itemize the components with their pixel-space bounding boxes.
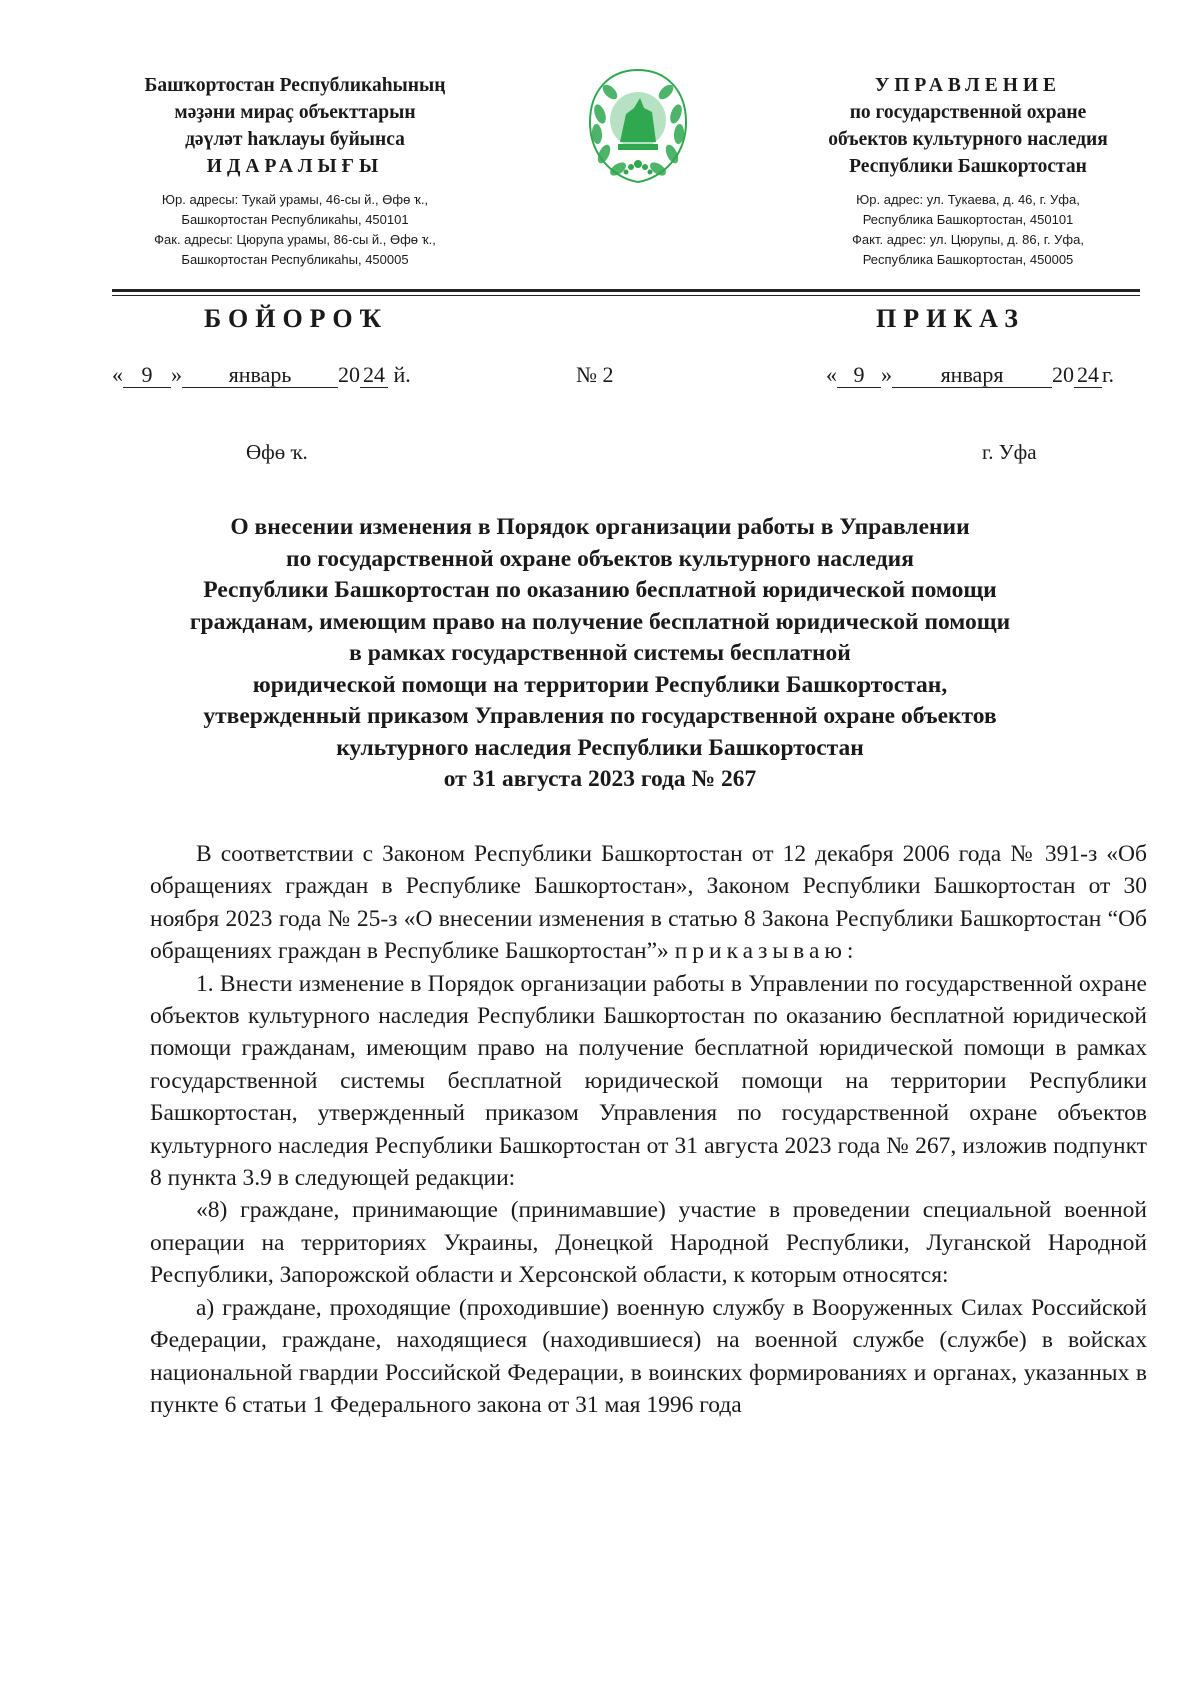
- header-divider-thick: [112, 289, 1140, 292]
- org-name-russian-line-3: объектов культурного наследия: [828, 129, 1108, 150]
- org-name-bashkir-line-1: Башҡортостан Республикаһының: [144, 75, 446, 96]
- header-right: [778, 72, 1158, 270]
- heading-line: гражданам, имеющим право на получение бесплатной юридической помощи: [189, 608, 1011, 635]
- date-quote-close: »: [881, 362, 892, 387]
- date-year-suffix: 24: [1074, 363, 1102, 388]
- doc-type-russian: ПРИКАЗ: [876, 304, 1026, 333]
- paragraph-subitem-8: «8) граждане, принимающие (принимавшие) участие в проведении специальной военной операции на территориях Украины, Донецкой Народной Республики, Луганской Народной Республики, Запорожской области и Херсонской области, к которым относятся:: [150, 1197, 1147, 1289]
- order-number: № 2: [576, 362, 614, 387]
- date-month: января: [892, 363, 1052, 388]
- address-bashkir-line-2: Башкортостан Республикаһы, 450101: [181, 212, 409, 227]
- date-quote-open: «: [826, 362, 837, 387]
- address-russian-line-4: Республика Башкортостан, 450005: [862, 252, 1074, 267]
- heading-line: утвержденный приказом Управления по государственной охране объектов: [203, 703, 997, 729]
- address-russian: [778, 190, 1158, 270]
- heading-line: от 31 августа 2023 года № 267: [443, 766, 757, 792]
- heading-line: в рамках государственной системы бесплатной: [349, 640, 851, 666]
- city-bashkir: Өфө ҡ.: [246, 440, 308, 464]
- date-quote-close: »: [171, 362, 182, 387]
- heading-line: культурного наследия Республики Башкортостан: [336, 734, 864, 761]
- heading-line: юридической помощи на территории Республики Башкортостан,: [252, 671, 948, 698]
- address-bashkir: [110, 190, 480, 270]
- paragraph-subitem-a: а) граждане, проходящие (проходившие) военную службу в Вооруженных Силах Российской Федерации, граждане, находящиеся (находившиеся) на военной службе (службе) в войсках национальной гвардии Российской Федерации, в воинских формированиях и органах, указанных в пункте 6 статьи 1 Федерального закона от 31 мая 1996 года: [150, 1294, 1147, 1418]
- coat-of-arms-icon: [580, 64, 696, 188]
- org-name-russian-line-4: Республики Башкортостан: [849, 156, 1087, 177]
- org-name-bashkir-line-2: мәҙәни мираҫ объекттарын: [174, 102, 416, 123]
- heading-line: по государственной охране объектов культурного наследия: [286, 545, 914, 572]
- date-bashkir: [112, 362, 411, 388]
- org-name-russian-line-2: по государственной охране: [849, 102, 1087, 123]
- heading-line: Республики Башкортостан по оказанию бесплатной юридической помощи: [203, 577, 997, 603]
- document-heading: [120, 512, 1080, 796]
- address-bashkir-line-4: Башкортостан Республикаһы, 450005: [181, 252, 409, 267]
- address-russian-line-3: Факт. адрес: ул. Цюрупы, д. 86, г. Уфа,: [852, 232, 1084, 247]
- date-day: 9: [837, 363, 881, 388]
- address-russian-line-2: Республика Башкортостан, 450101: [862, 212, 1074, 227]
- address-bashkir-line-1: Юр. адресы: Тукай урамы, 46-сы й., Өфө ҡ.,: [161, 192, 429, 207]
- date-suffix: й.: [393, 362, 411, 387]
- doc-type-bashkir: БОЙОРОҠ: [204, 304, 389, 333]
- date-month: январь: [182, 363, 338, 388]
- org-name-bashkir-line-3: дәүләт һаҡлауы буйынса: [185, 129, 405, 150]
- document-body: [150, 838, 1147, 1421]
- header-divider-thin: [112, 295, 1140, 296]
- date-russian: [826, 362, 1114, 388]
- date-quote-open: «: [112, 362, 123, 387]
- order-word: приказываю:: [674, 938, 859, 965]
- address-russian-line-1: Юр. адрес: ул. Тукаева, д. 46, г. Уфа,: [856, 192, 1080, 207]
- preamble-text: В соответствии с Законом Республики Башкортостан от 12 декабря 2006 года № 391-з «Об обращениях граждан в Республике Башкортостан», Законом Республики Башкортостан от 30 ноября 2023 года № 25-з «О внесении изменения в статью 8 Закона Республики Башкортостан “Об обращениях граждан в Республике Башкортостан”»: [150, 841, 1147, 965]
- org-name-russian-line-1: УПРАВЛЕНИЕ: [874, 75, 1062, 96]
- header-left: [110, 72, 480, 270]
- paragraph-preamble: [150, 838, 1147, 968]
- org-name-bashkir-line-4: ИДАРАЛЫҒЫ: [206, 156, 384, 177]
- city-russian: г. Уфа: [982, 440, 1037, 464]
- date-day: 9: [123, 363, 171, 388]
- date-year-suffix: 24: [360, 363, 388, 388]
- date-year-prefix: 20: [338, 362, 360, 387]
- heading-line: О внесении изменения в Порядок организации работы в Управлении: [230, 514, 970, 540]
- date-year-prefix: 20: [1052, 362, 1074, 387]
- address-bashkir-line-3: Фак. адресы: Цюрупа урамы, 86-сы й., Өфө ҡ.,: [154, 232, 436, 247]
- paragraph-item-1: 1. Внести изменение в Порядок организации работы в Управлении по государственной охране объектов культурного наследия Республики Башкортостан по оказанию бесплатной юридической помощи гражданам, имеющим право на получение бесплатной юридической помощи в рамках государственной системы бесплатной юридической помощи на территории Республики Башкортостан, утвержденный приказом Управления по государственной охране объектов культурного наследия Республики Башкортостан от 31 августа 2023 года № 267, изложив подпункт 8 пункта 3.9 в следующей редакции:: [150, 970, 1147, 1192]
- date-suffix: г.: [1102, 362, 1115, 387]
